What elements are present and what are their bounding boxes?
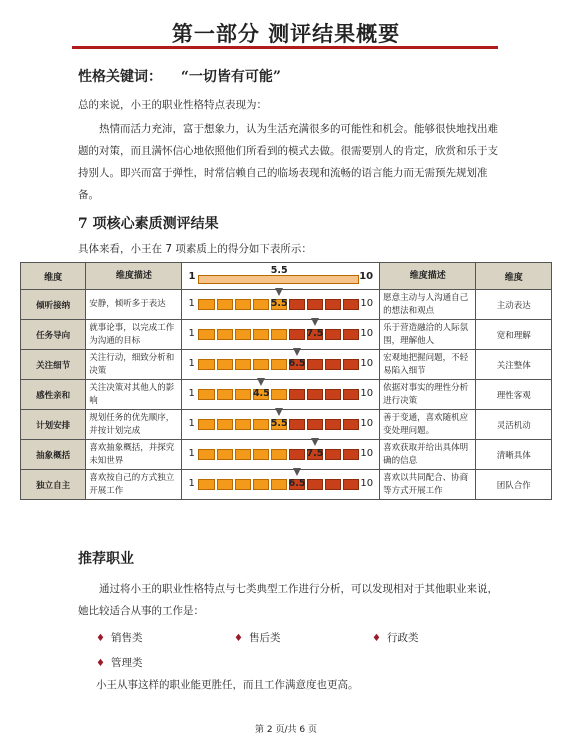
header-dim: 维度 <box>21 263 86 290</box>
bar-segment <box>217 359 233 370</box>
score-row <box>21 350 552 380</box>
dimension-trait: 主动表达 <box>476 290 552 320</box>
scale-max: 10 <box>360 328 374 339</box>
scale-min: 1 <box>188 358 195 369</box>
dimension-desc-left: 喜欢抽象概括，并探究未知世界 <box>86 440 182 470</box>
keyword-heading <box>78 66 281 86</box>
bar-segment <box>343 449 359 460</box>
bar-segment <box>198 329 214 340</box>
score-value: 4.5 <box>252 388 270 399</box>
bar-segment <box>325 389 341 400</box>
section7-intro: 具体来看，小王在 7 项素质上的得分如下表所示： <box>78 243 312 255</box>
header-desc-right: 维度描述 <box>380 263 476 290</box>
header-desc-left: 维度描述 <box>86 263 182 290</box>
scale-max: 10 <box>359 271 374 282</box>
bar-segment <box>235 479 251 490</box>
scale-min: 1 <box>188 418 195 429</box>
score-scale <box>182 350 380 380</box>
scale-max: 10 <box>360 388 374 399</box>
bar-segment <box>217 479 233 490</box>
scale-min: 1 <box>188 328 195 339</box>
dimension-desc-right: 宏观地把握问题，不轻易陷入细节 <box>380 350 476 380</box>
bar-segment <box>325 449 341 460</box>
bar-segment <box>325 359 341 370</box>
score-marker-icon <box>293 468 301 476</box>
dimension-desc-left: 关注决策对其他人的影响 <box>86 380 182 410</box>
bar-segment <box>198 299 214 310</box>
score-marker-icon <box>311 318 319 326</box>
dimension-name: 抽象概括 <box>21 440 86 470</box>
bar-segment <box>307 419 323 430</box>
dimension-desc-left: 规划任务的优先顺序，并按计划完成 <box>86 410 182 440</box>
bar-segment <box>217 299 233 310</box>
bar-segment <box>289 449 305 460</box>
score-bar <box>198 449 359 460</box>
score-marker-icon <box>275 408 283 416</box>
keyword-value: “一切皆有可能” <box>180 69 281 85</box>
bar-segment <box>198 449 214 460</box>
bar-segment <box>307 299 323 310</box>
dimension-name: 任务导向 <box>21 320 86 350</box>
bar-segment <box>289 299 305 310</box>
bar-segment <box>217 389 233 400</box>
bar-segment <box>343 479 359 490</box>
dimension-desc-left: 安静，倾听多于表达 <box>86 290 182 320</box>
score-row <box>21 410 552 440</box>
scale-mid: 5.5 <box>270 265 288 276</box>
bar-segment <box>217 449 233 460</box>
page-title: 第一部分 测评结果概要 <box>171 21 401 46</box>
scale-min: 1 <box>188 448 195 459</box>
score-marker-icon <box>275 288 283 296</box>
dimension-name: 感性亲和 <box>21 380 86 410</box>
score-row <box>21 470 552 500</box>
bullet-icon: ♦ <box>96 658 105 669</box>
score-scale <box>182 410 380 440</box>
keyword-label: 性格关键词： <box>78 69 162 85</box>
summary-intro: 总的来说，小王的职业性格特点表现为： <box>78 99 267 111</box>
bar-segment <box>253 299 269 310</box>
bar-segment <box>271 389 287 400</box>
scale-min: 1 <box>188 478 195 489</box>
scale-min: 1 <box>188 271 196 282</box>
bar-segment <box>289 419 305 430</box>
dimension-trait: 灵活机动 <box>476 410 552 440</box>
bar-segment <box>271 359 287 370</box>
bar-segment <box>307 359 323 370</box>
dimension-name: 计划安排 <box>21 410 86 440</box>
job-item: ♦ 管理类 <box>96 657 143 669</box>
score-row <box>21 290 552 320</box>
score-marker-icon <box>311 438 319 446</box>
score-table-header <box>21 263 552 290</box>
dimension-desc-left: 就事论事，以完成工作为沟通的目标 <box>86 320 182 350</box>
bar-segment <box>217 419 233 430</box>
dimension-desc-right: 善于变通，喜欢随机应变处理问题。 <box>380 410 476 440</box>
scale-max: 10 <box>360 298 374 309</box>
scale-bar <box>198 275 359 284</box>
dimension-trait: 关注整体 <box>476 350 552 380</box>
bar-segment <box>235 419 251 430</box>
jobs-intro: 通过将小王的职业性格特点与七类典型工作进行分析，可以发现相对于其他职业来说，她比较适合从事的工作是： <box>78 583 498 617</box>
bar-segment <box>235 329 251 340</box>
score-scale <box>182 380 380 410</box>
score-bar <box>198 389 359 400</box>
job-item: ♦ 售后类 <box>234 632 281 644</box>
score-value: 7.5 <box>306 448 324 459</box>
bullet-icon: ♦ <box>96 633 105 644</box>
bullet-icon: ♦ <box>234 633 243 644</box>
score-row <box>21 380 552 410</box>
dimension-desc-left: 喜欢按自己的方式独立开展工作 <box>86 470 182 500</box>
bar-segment <box>325 299 341 310</box>
bar-segment <box>343 389 359 400</box>
dimension-trait: 理性客观 <box>476 380 552 410</box>
score-value: 5.5 <box>270 298 288 309</box>
bar-segment <box>307 389 323 400</box>
scale-min: 1 <box>188 298 195 309</box>
bar-segment <box>325 479 341 490</box>
bar-segment <box>235 449 251 460</box>
bullet-icon: ♦ <box>372 633 381 644</box>
bar-segment <box>271 329 287 340</box>
summary-body: 热情而活力充沛，富于想象力，认为生活充满很多的可能性和机会。能够很快地找出难题的对策，而且满怀信心地依照他们所看到的模式去做。很需要别人的肯定，欣赏和乐于支持别人。即兴而富于弹性，时常信赖自己的临场表现和流畅的语言能力而无需预先规划准备。 <box>78 123 498 201</box>
score-scale <box>182 320 380 350</box>
bar-segment <box>198 359 214 370</box>
bar-segment <box>289 329 305 340</box>
jobs-title: 推荐职业 <box>78 551 134 567</box>
score-marker-icon <box>257 378 265 386</box>
bar-segment <box>325 419 341 430</box>
dimension-trait: 团队合作 <box>476 470 552 500</box>
bar-segment <box>253 449 269 460</box>
title-rule <box>72 46 498 49</box>
scale-max: 10 <box>360 418 374 429</box>
bar-segment <box>253 479 269 490</box>
score-scale <box>182 290 380 320</box>
score-value: 7.5 <box>306 328 324 339</box>
bar-segment <box>325 329 341 340</box>
scale-max: 10 <box>360 358 374 369</box>
dimension-name: 独立自主 <box>21 470 86 500</box>
score-bar <box>198 329 359 340</box>
jobs-conclusion: 小王从事这样的职业能更胜任，而且工作满意度也更高。 <box>96 679 359 691</box>
score-marker-icon <box>293 348 301 356</box>
bar-segment <box>343 419 359 430</box>
dimension-desc-right: 依据对事实的理性分析进行决策 <box>380 380 476 410</box>
bar-segment <box>271 449 287 460</box>
bar-segment <box>253 359 269 370</box>
score-row <box>21 320 552 350</box>
dimension-trait: 宽和理解 <box>476 320 552 350</box>
job-item: ♦ 销售类 <box>96 632 143 644</box>
dimension-desc-right: 喜欢获取并给出具体明确的信息 <box>380 440 476 470</box>
dimension-name: 关注细节 <box>21 350 86 380</box>
dimension-desc-right: 愿意主动与人沟通自己的想法和观点 <box>380 290 476 320</box>
score-scale <box>182 440 380 470</box>
bar-segment <box>271 479 287 490</box>
bar-segment <box>289 389 305 400</box>
scale-max: 10 <box>360 478 374 489</box>
scale-min: 1 <box>188 388 195 399</box>
dimension-desc-right: 喜欢以共同配合、协商等方式开展工作 <box>380 470 476 500</box>
job-item: ♦ 行政类 <box>372 632 419 644</box>
dimension-desc-right: 乐于营造融洽的人际氛围，理解他人 <box>380 320 476 350</box>
bar-segment <box>235 299 251 310</box>
dimension-desc-left: 关注行动，细致分析和决策 <box>86 350 182 380</box>
dimension-trait: 清晰具体 <box>476 440 552 470</box>
page-footer: 第 2 页/共 6 页 <box>255 725 317 735</box>
score-value: 6.5 <box>288 478 306 489</box>
score-table <box>20 262 552 500</box>
score-value: 6.5 <box>288 358 306 369</box>
bar-segment <box>253 419 269 430</box>
score-value: 5.5 <box>270 418 288 429</box>
dimension-name: 倾听接纳 <box>21 290 86 320</box>
score-row <box>21 440 552 470</box>
bar-segment <box>217 329 233 340</box>
section7-title: 7 项核心素质测评结果 <box>78 216 219 232</box>
bar-segment <box>343 329 359 340</box>
bar-segment <box>343 299 359 310</box>
scale-max: 10 <box>360 448 374 459</box>
bar-segment <box>235 389 251 400</box>
score-bar <box>198 359 359 370</box>
score-bar <box>198 479 359 490</box>
bar-segment <box>253 329 269 340</box>
score-scale <box>182 470 380 500</box>
bar-segment <box>343 359 359 370</box>
bar-segment <box>198 389 214 400</box>
bar-segment <box>198 479 214 490</box>
header-dim-right: 维度 <box>476 263 552 290</box>
bar-segment <box>307 479 323 490</box>
header-scale <box>182 263 380 290</box>
bar-segment <box>198 419 214 430</box>
bar-segment <box>235 359 251 370</box>
